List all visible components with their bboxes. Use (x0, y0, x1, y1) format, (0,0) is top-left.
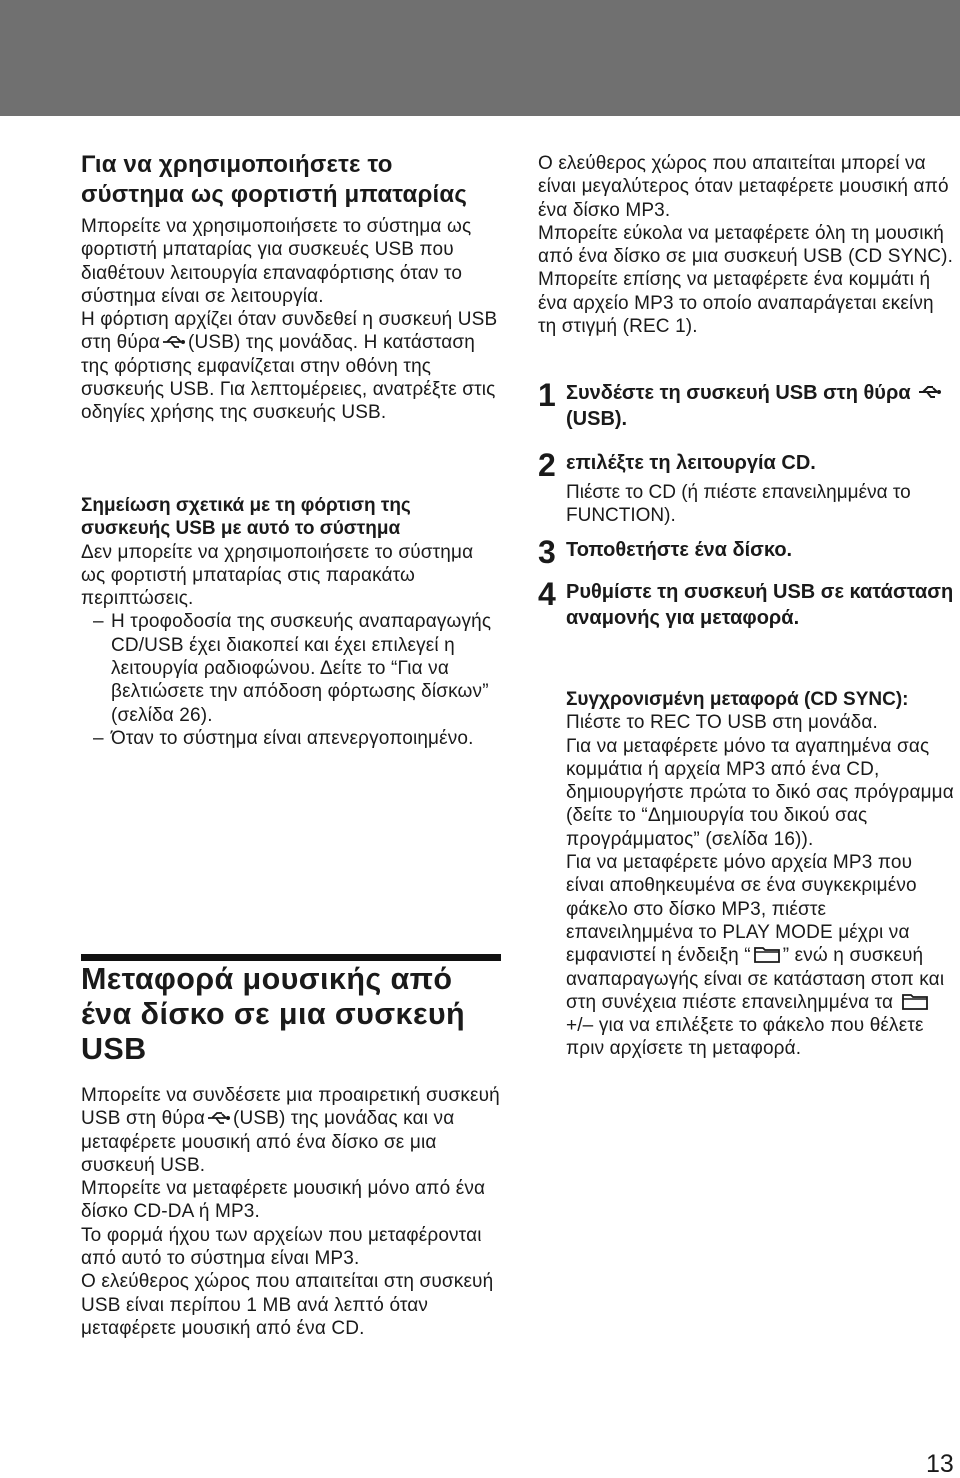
page-number: 13 (926, 1450, 954, 1478)
charger-note (81, 494, 501, 750)
step-4 (538, 576, 954, 631)
sync-title: Συγχρονισμένη μεταφορά (CD SYNC): (566, 689, 909, 710)
transfer-intro-4: Ο ελεύθερος χώρος που απαιτείται στη συσκευή USB είναι περίπου 1 MB ανά λεπτό όταν μεταφέρετε μουσική από ένα CD. (81, 1271, 494, 1339)
step-number: 1 (538, 377, 556, 413)
sync-text-2: Για να μεταφέρετε μόνο τα αγαπημένα σας κομμάτια ή αρχεία MP3 από ένα CD, δημιουργήστε πρώτα το δικό σας πρόγραμμα (δείτε το “Δημιουργία του δικού σας προγράμματος” (σελίδα 16)). (566, 735, 954, 850)
folder-icon (753, 944, 781, 964)
right-intro-1: Ο ελεύθερος χώρος που απαιτείται μπορεί να είναι μεγαλύτερος όταν μεταφέρετε μουσική από ένα δίσκο MP3. (538, 153, 949, 221)
usb-icon (207, 1111, 231, 1125)
step-title: Συνδέστε τη συσκευή USB στη θύρα (USB). (566, 380, 954, 432)
sync-text-1: Πιέστε το REC TO USB στη μονάδα. (566, 712, 878, 734)
step-1 (538, 377, 954, 432)
note-bullet-2-text: Όταν το σύστημα είναι απενεργοποιημένο. (111, 727, 474, 749)
step-number: 4 (538, 576, 556, 612)
note-bullet-1-text: Η τροφοδοσία της συσκευής αναπαραγωγής CD/USB έχει διακοπεί και έχει επιλεγεί η λειτουργία ραδιοφώνου. Δείτε το “Για να βελτιώσετε την απόδοση φόρτωσης δίσκων” (σελίδα 26). (111, 611, 492, 726)
usb-icon (162, 335, 186, 349)
step-3 (538, 534, 954, 570)
transfer-intro-2: Μπορείτε να μεταφέρετε μουσική μόνο από ένα δίσκο CD-DA ή MP3. (81, 1178, 486, 1223)
sync-block (538, 688, 954, 1061)
section-rule (81, 954, 501, 961)
sync-text-3: Για να μεταφέρετε μόνο αρχεία MP3 που είναι αποθηκευμένα σε ένα συγκεκριμένο φάκελο στο δίσκο MP3, πιέστε επανειλημμένα το PLAY MODE μέχρι να εμφανιστεί η ένδειξη “ ” ενώ η συσκευή αναπαραγωγής είναι σε κατάσταση στοπ και στη συνέχεια πιέστε επανειλημμένα τα +/– για να επιλέξετε το φάκελο που θέλετε πριν αρχίσετε τη μεταφορά. (566, 852, 945, 1060)
step-title: Τοποθετήστε ένα δίσκο. (566, 539, 793, 561)
right-intro-2: Μπορείτε εύκολα να μεταφέρετε όλη τη μουσική από ένα δίσκο σε μια συσκευή USB (CD SYNC). Μπορείτε επίσης να μεταφέρετε ένα κομμάτι ή ένα αρχείο MP3 το οποίο αναπαράγεται εκείνη τη στιγμή (REC 1). (538, 222, 954, 338)
step-2 (538, 447, 954, 528)
note-title: Σημείωση σχετικά με τη φόρτιση της συσκευής USB με αυτό το σύστημα (81, 495, 411, 540)
step-text: Πιέστε το CD (ή πιέστε επανειλημμένα το FUNCTION). (566, 482, 911, 527)
transfer-section-title: Μεταφορά μουσικής από ένα δίσκο σε μια συσκευή USB (81, 962, 465, 1066)
right-intro (538, 152, 954, 338)
folder-icon (901, 991, 929, 1011)
note-text: Δεν μπορείτε να χρησιμοποιήσετε το σύστημα ως φορτιστή μπαταρίας στις παρακάτω περιπτώσεις. (81, 541, 474, 610)
charger-para-1: Μπορείτε να χρησιμοποιήσετε το σύστημα ως φορτιστή μπαταρίας για συσκευές USB που διαθέτουν λειτουργία επαναφόρτισης όταν το σύστημα είναι σε λειτουργία. (81, 216, 472, 307)
note-bullet-1 (81, 610, 501, 726)
step-number: 3 (538, 534, 556, 570)
charger-section-title: Για να χρησιμοποιήσετε το σύστημα ως φορτιστή μπαταρίας (81, 151, 468, 208)
step-number: 2 (538, 447, 556, 483)
transfer-body (81, 1084, 501, 1340)
transfer-intro-1: Μπορείτε να συνδέσετε μια προαιρετική συσκευή USB στη θύρα (USB) της μονάδας και να μεταφέρετε μουσική από ένα δίσκο σε μια συσκευή USB. (81, 1085, 500, 1176)
note-bullet-2 (81, 727, 501, 750)
step-title: Ρυθμίστε τη συσκευή USB σε κατάσταση αναμονής για μεταφορά. (566, 581, 954, 629)
header-band (0, 0, 960, 116)
step-title: επιλέξτε τη λειτουργία CD. (566, 452, 816, 474)
dash-marker: – (93, 727, 104, 749)
transfer-intro-3: Το φορμά ήχου των αρχείων που μεταφέρονται από αυτό το σύστημα είναι MP3. (81, 1224, 482, 1270)
charger-para-2: Η φόρτιση αρχίζει όταν συνδεθεί η συσκευή USB στη θύρα (USB) της μονάδας. Η κατάσταση της φόρτισης εμφανίζεται στην οθόνη της συσκευής USB. Για λεπτομέρειες, ανατρέξτε στις οδηγίες χρήσης της συσκευής USB. (81, 309, 498, 424)
charger-body (81, 215, 501, 425)
usb-icon (918, 385, 942, 399)
dash-marker: – (93, 611, 104, 633)
